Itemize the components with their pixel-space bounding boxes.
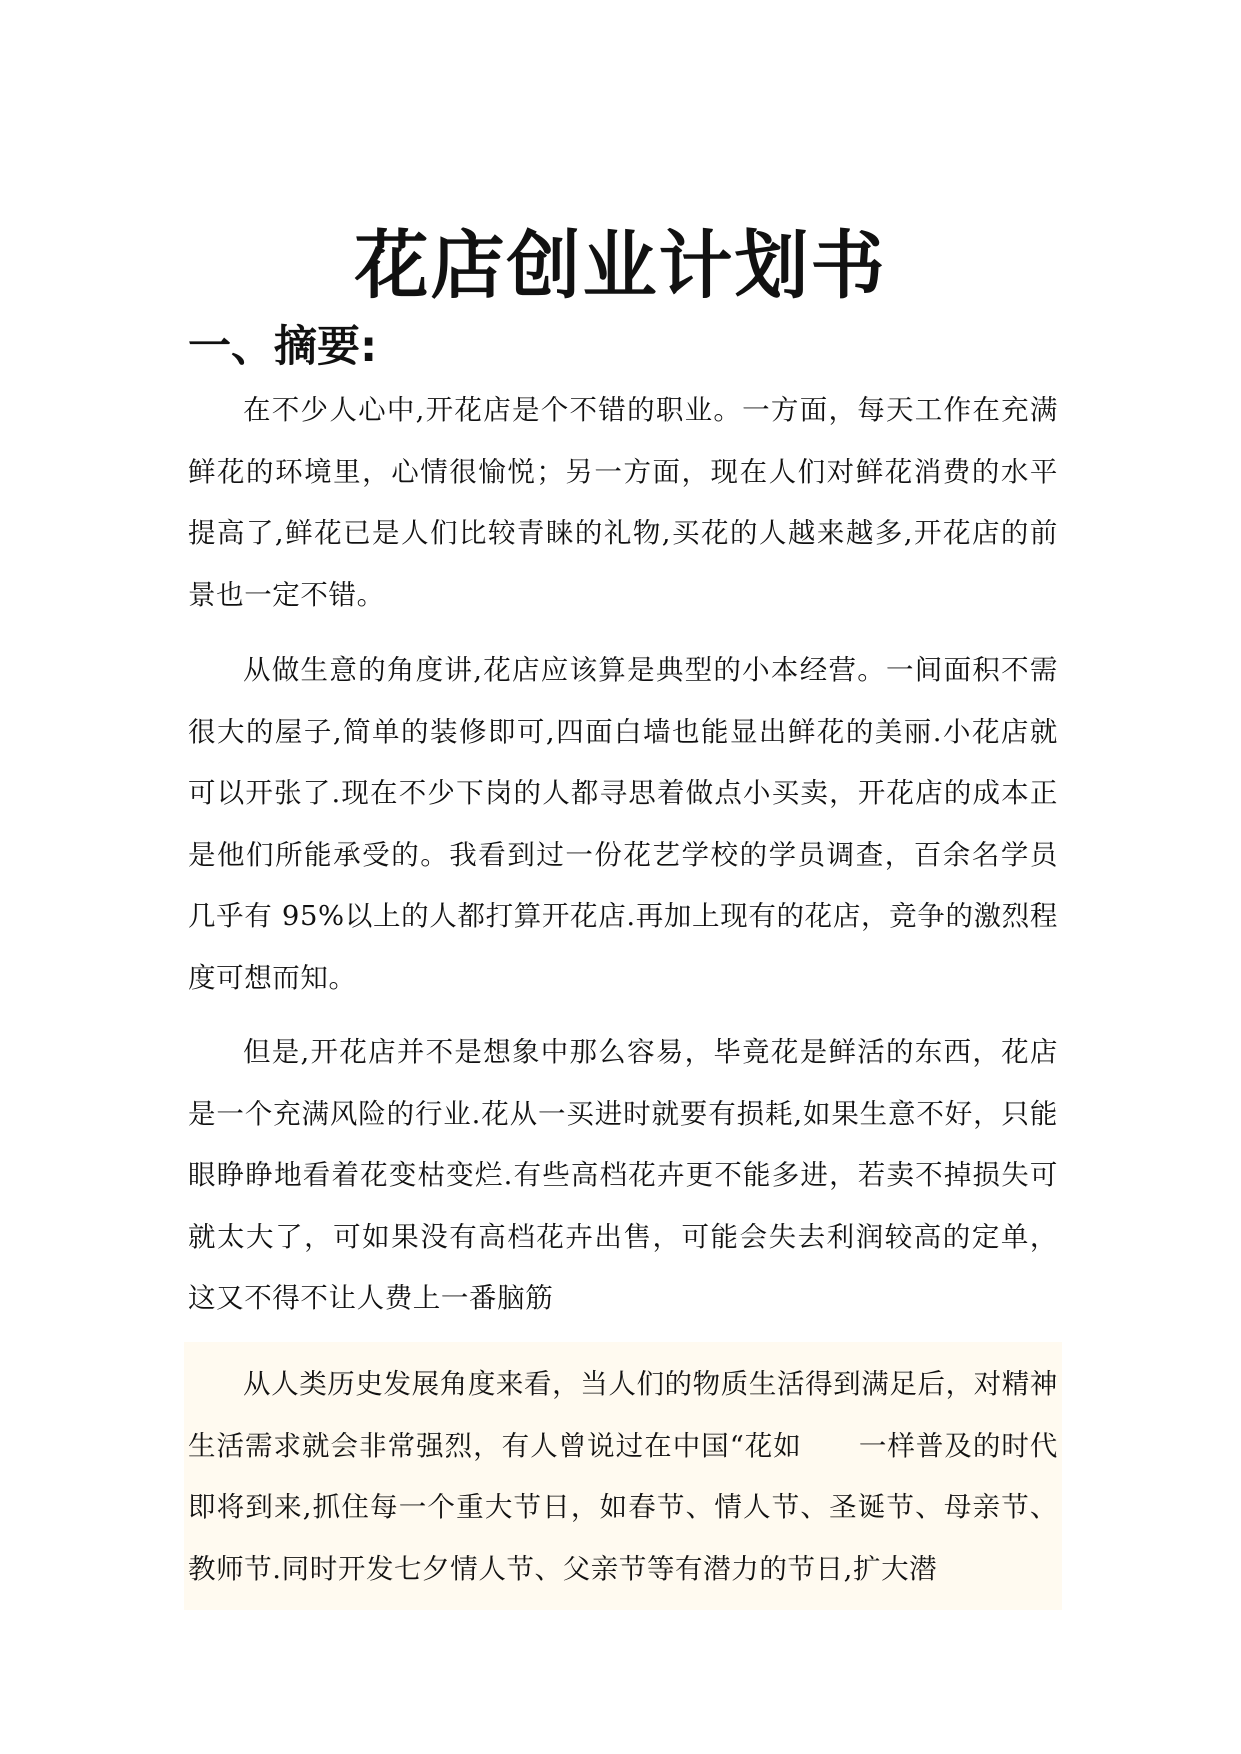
document-title: 花店创业计划书 <box>354 223 887 309</box>
paragraph-1: 在不少人心中,开花店是个不错的职业。一方面，每天工作在充满鲜花的环境里，心情很愉悦；另一方面，现在人们对鲜花消费的水平提高了,鲜花已是人们比较青睐的礼物,买花的人越来越多,开花店的前景也一定不错。 <box>188 394 1058 611</box>
highlighted-paragraph-block <box>184 1342 1062 1610</box>
section-heading-summary: 一、摘要: <box>188 322 378 372</box>
paragraph-4: 从人类历史发展角度来看，当人们的物质生活得到满足后，对精神生活需求就会非常强烈，有人曾说过在中国“花如 一样普及的时代即将到来,抓住每一个重大节日，如春节、情人节、圣诞节、母亲节、教师节.同时开发七夕情人节、父亲节等有潜力的节日,扩大潜 <box>188 1368 1058 1585</box>
paragraph-3: 但是,开花店并不是想象中那么容易，毕竟花是鲜活的东西，花店是一个充满风险的行业.花从一买进时就要有损耗,如果生意不好，只能眼睁睁地看着花变枯变烂.有些高档花卉更不能多进，若卖不掉损失可就太大了，可如果没有高档花卉出售，可能会失去利润较高的定单，这又不得不让人费上一番脑筋 <box>188 1036 1058 1314</box>
paragraph-2: 从做生意的角度讲,花店应该算是典型的小本经营。一间面积不需很大的屋子,简单的装修即可,四面白墙也能显出鲜花的美丽.小花店就可以开张了.现在不少下岗的人都寻思着做点小买卖，开花店的成本正是他们所能承受的。我看到过一份花艺学校的学员调查，百余名学员几乎有 95%以上的人都打算开花店.再加上现有的花店，竞争的激烈程度可想而知。 <box>188 654 1058 994</box>
